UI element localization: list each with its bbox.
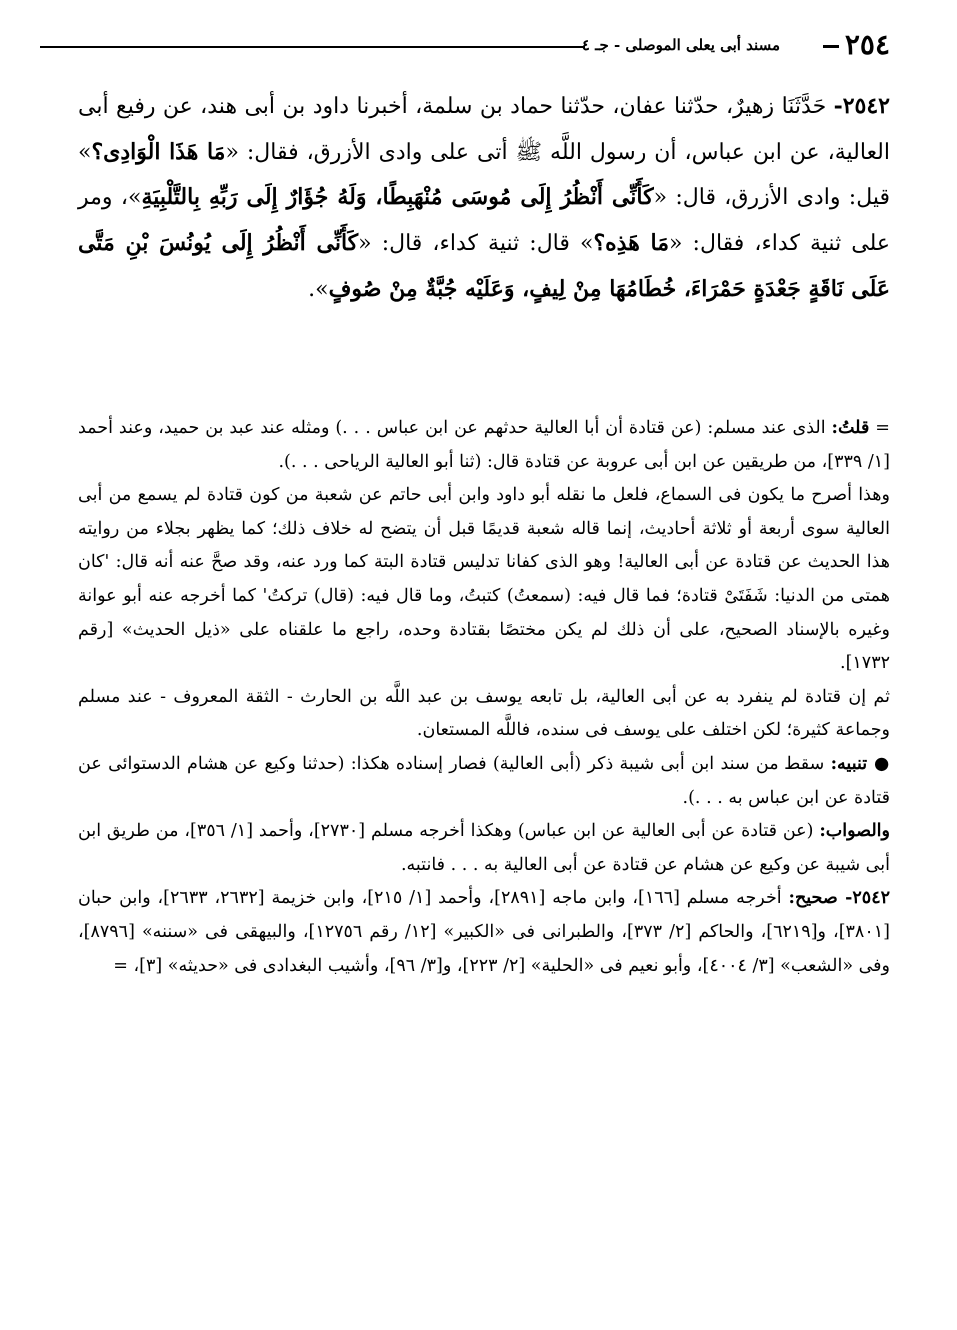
continuation-mark: = — [875, 418, 890, 438]
footnote-paragraph — [78, 882, 890, 983]
note-text: ثم إن قتادة لم ينفرد به عن أبى العالية، بل تابعه يوسف بن عبد اللَّه بن الحارث - الثقة المعروف - عند مسلم وجماعة كثيرة؛ لكن اختلف على يوسف فى سنده، فاللَّه المستعان. — [78, 686, 890, 741]
prophet-quote: مَا هَذَا الْوَادِى؟ — [91, 138, 226, 165]
header-rule — [40, 26, 780, 66]
prophet-quote: كَأَنِّى أَنْظُرُ إِلَى يُونُسَ بْنِ مَتَّى عَلَى نَاقَةٍ جَعْدَةٍ حَمْرَاءَ، خُطَامُهَا مِنْ لِيفٍ، وَعَلَيْه جُبَّةٌ مِنْ صُوفٍ — [78, 230, 890, 302]
note-label: والصواب: — [819, 821, 890, 842]
hadith-text-part: » قيل: وادى الأزرق، قال: « — [78, 139, 891, 211]
prophet-quote: مَا هَذِه؟ — [593, 230, 670, 257]
hadith-paragraph — [78, 84, 890, 313]
note-text: الذى عند مسلم: (عن قتادة أن أبا العالية حدثهم عن ابن عباس . . .) ومثله عند عبد بن حميد، وعند أحمد [١/ ٣٣٩]، من طريقين عن ابن أبى عروبة عن قتادة قال: (ثنا أبو العالية الرياحى . . .). — [78, 418, 890, 472]
page-number: ٢٥٤ — [823, 26, 890, 64]
note-text: أخرجه مسلم [١٦٦]، وابن ماجه [٢٨٩١]، وأحمد [١/ ٢١٥]، وابن خزيمة [٢٦٣٢، ٢٦٣٣]، وابن حبان [٣٨٠١]، و[٦٢١٩]، والحاكم [٢/ ٣٧٣]، والطبرانى فى «الكبير» [١٢/ رقم ١٢٧٥٦]، والبيهقى فى «سننه» [٨٧٩٦]، وفى «الشعب» [٣/ ٤٠٠٤]، وأبو نعيم فى «الحلية» [٢/ ٢٢٣]، و[٣/ ٩٦]، وأشيب البغدادى فى «حديثه» [٣]، — [78, 888, 890, 976]
prophet-quote: كَأَنِّى أَنْظُرُ إِلَى مُوسَى مُنْهَبِطًا، وَلَهُ جُؤَارٌ إِلَى رَبِّهِ بِالتَّلْبِيَةِ — [141, 184, 654, 211]
note-label: ٢٥٤٢- صحيح: — [788, 888, 890, 909]
hadith-text-part: » قال: ثنية كداء، قال: « — [358, 231, 594, 257]
hadith-text-part: ». — [308, 276, 329, 302]
footnote-paragraph — [78, 412, 890, 479]
footnote-paragraph — [78, 681, 890, 748]
footnote-paragraph — [78, 748, 890, 815]
note-text: سقط من سند ابن أبى شيبة ذكر (أبى العالية) فصار إسناده هكذا: (حدثنا وكيع عن هشام الدستوائى عن قتادة عن ابن عباس به . . .). — [78, 753, 890, 808]
hadith-number: ٢٥٤٢- — [833, 93, 890, 119]
footnotes — [78, 412, 890, 983]
note-label: قلتُ: — [831, 418, 870, 438]
footnote-paragraph — [78, 479, 890, 681]
note-text: وهذا أصرح ما يكون فى السماع، فلعل ما نقله أبو داود وابن أبى حاتم عن شعبة من كون قتادة لم يسمع من أبى العالية سوى أربعة أو ثلاثة أحاديث، إنما قاله شعبة قديمًا قبل أن يتضح له خلاف ذلك؛ كما يظهر بجلاء من روايته هذا الحديث عن قتادة عن أبى العالية! وهو الذى كفانا تدليس قتادة البتة كما ورد عنه، وقد صحَّ عنه أنه قال: 'كان همتى من الدنيا: شَفَتَىْ قتادة؛ فما قال فيه: (سمعتُ) كتبتُ، وما قال فيه: (قال) تركتُ' كما أخرجه عنه أبو عوانة وغيره بالإسناد الصحيح، على أن ذلك لم يكن مختصًا بقتادة وحده، راجع ما علقناه على «ذيل الحديث» [رقم ١٧٣٢]. — [78, 485, 890, 674]
note-text: (عن قتادة عن أبى العالية عن ابن عباس) وهكذا أخرجه مسلم [٢٧٣٠]، وأحمد [١/ ٣٥٦]، من طريق ابن أبى شيبة عن وكيع عن هشام عن قتادة عن أبى العالية به . . . فانتبه. — [78, 821, 890, 875]
footnote-paragraph — [78, 815, 890, 882]
hadith-text-part: حَدَّثَنَا زهيرٌ، حدّثنا عفان، حدّثنا حماد بن سلمة، أخبرنا داود بن أبى هند، عن رفيع أبى العالية، عن ابن عباس، أن رسول اللَّه ﷺ أتى على وادى الأزرق، فقال: « — [78, 94, 890, 165]
hadith-text-part: »، ومر على ثنية كداء، فقال: « — [78, 185, 891, 257]
running-title: مسند أبى يعلى الموصلى - جـ ٤ — [581, 36, 780, 54]
note-label: ● تنبيه: — [830, 753, 890, 774]
hadith-text — [78, 84, 890, 313]
continuation-mark: = — [113, 955, 128, 976]
page-header — [40, 26, 890, 66]
